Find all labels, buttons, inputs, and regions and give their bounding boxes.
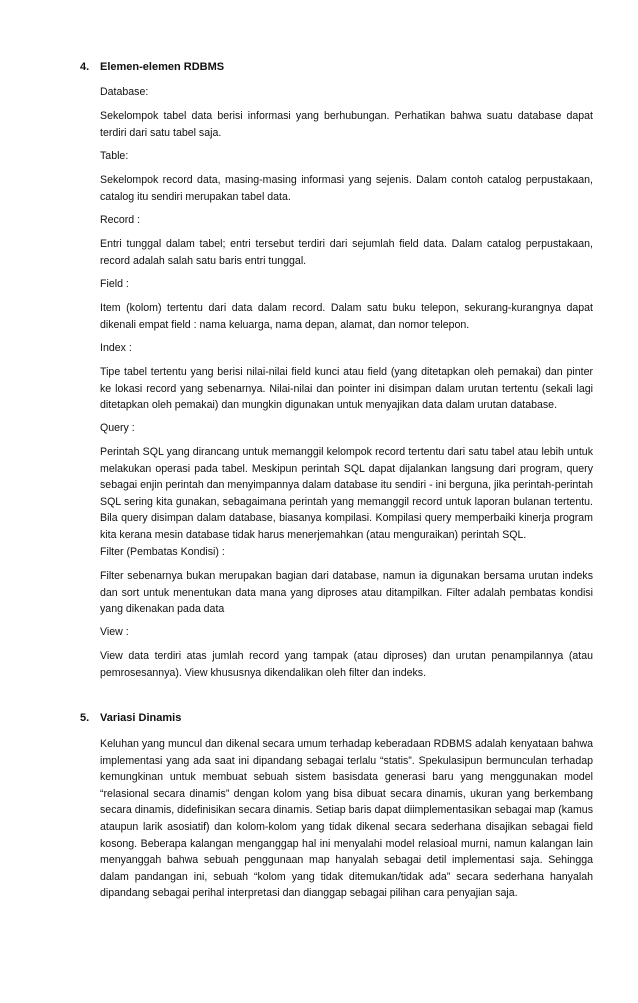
section-4-heading [80, 61, 224, 73]
definition-record: Entri tunggal dalam tabel; entri tersebut terdiri dari sejumlah field data. Dalam catalog perpustakaan, record adalah salah satu baris entri tunggal. [100, 238, 593, 267]
definition-field: Item (kolom) tertentu dari data dalam record. Dalam satu buku telepon, sekurang-kurangnya dapat dikenali empat field : nama keluarga, nama depan, alamat, dan nomor telepon. [100, 302, 593, 331]
section-number: 5. [80, 712, 90, 724]
definition-view: View data terdiri atas jumlah record yang tampak (atau diproses) dan urutan penampilannya (atau pemrosesannya). View khususnya dikendalikan oleh filter dan indeks. [100, 650, 593, 679]
section-title: Elemen-elemen RDBMS [100, 61, 225, 73]
section-title: Variasi Dinamis [100, 712, 182, 724]
term-view: View : [100, 626, 129, 638]
term-query: Query : [100, 422, 135, 434]
section-number: 4. [80, 61, 90, 73]
term-database: Database: [100, 86, 149, 98]
term-filter: Filter (Pembatas Kondisi) : [100, 546, 225, 558]
term-record: Record : [100, 214, 141, 226]
definition-filter: Filter sebenarnya bukan merupakan bagian dari database, namun ia digunakan bersama urutan indeks dan sort untuk menentukan data mana yang diproses atau ditampilkan. Filter adalah pembatas kondisi yang dikenakan pada data [100, 570, 593, 616]
definition-table: Sekelompok record data, masing-masing informasi yang sejenis. Dalam contoh catalog perpustakaan, catalog itu sendiri merupakan tabel data. [100, 174, 593, 203]
term-table: Table: [100, 150, 129, 162]
definition-index: Tipe tabel tertentu yang berisi nilai-nilai field kunci atau field (yang ditetapkan oleh pemakai) dan pinter ke lokasi record yang sebenarnya. Nilai-nilai dan pointer ini disimpan dalam urutan tertentu (sekali lagi ditetapkan oleh pemakai) dan mungkin digunakan untuk menyajikan data dalam urutan database. [100, 366, 593, 412]
definition-query: Perintah SQL yang dirancang untuk memanggil kelompok record tertentu dari satu tabel atau lebih untuk melakukan operasi pada tabel. Meskipun perintah SQL dapat dijalankan langsung dari program, query sebagai enjin perintah dan menyimpannya dalam database itu sendiri - ini berguna, jika perintah-perintah SQL sering kita gunakan, sebagaimana perintah yang memanggil record untuk laporan bulanan tertentu. Bila query disimpan dalam database, biasanya kompilasi. Kompilasi query memperbaiki kinerja program kita kerana mesin database tidak harus menerjemahkan (atau menguraikan) perintah SQL. [100, 446, 593, 541]
term-field: Field : [100, 278, 129, 290]
term-index: Index : [100, 342, 132, 354]
section-5-heading [80, 712, 181, 724]
paragraph-variasi-dinamis: Keluhan yang muncul dan dikenal secara umum terhadap keberadaan RDBMS adalah kenyataan bahwa implementasi yang ada saat ini dipandang sebagai terlalu “statis”. Spekulasipun bermunculan terhadap kemungkinan untuk membuat sebuah sistem basisdata generasi baru yang menggunakan model “relasional secara dinamis” dengan kolom yang bisa dibuat secara dinamis, ukuran yang berkembang secara dinamis, didefinisikan secara dinamis. Setiap baris dapat diimplementasikan sebagai map (kamus ataupun larik asosiatif) dan kolom-kolom yang tidak dikenal secara sederhana disajikan sebagai field kosong. Beberapa kalangan menganggap hal ini menyalahi model relasioal murni, namun kalangan lain menyanggah bahwa sebuah penggunaan map hanyalah sebagai detil implementasi saja. Sehingga dalam pandangan ini, sebuah “kolom yang tidak ditemukan/tidak ada” secara sederhana hanyalah dipandang sebagai perihal interpretasi dan dianggap sebagai pilihan cara penyajian saja. [100, 738, 593, 900]
definition-database: Sekelompok tabel data berisi informasi yang berhubungan. Perhatikan bahwa suatu database dapat terdiri dari satu tabel saja. [100, 110, 593, 139]
